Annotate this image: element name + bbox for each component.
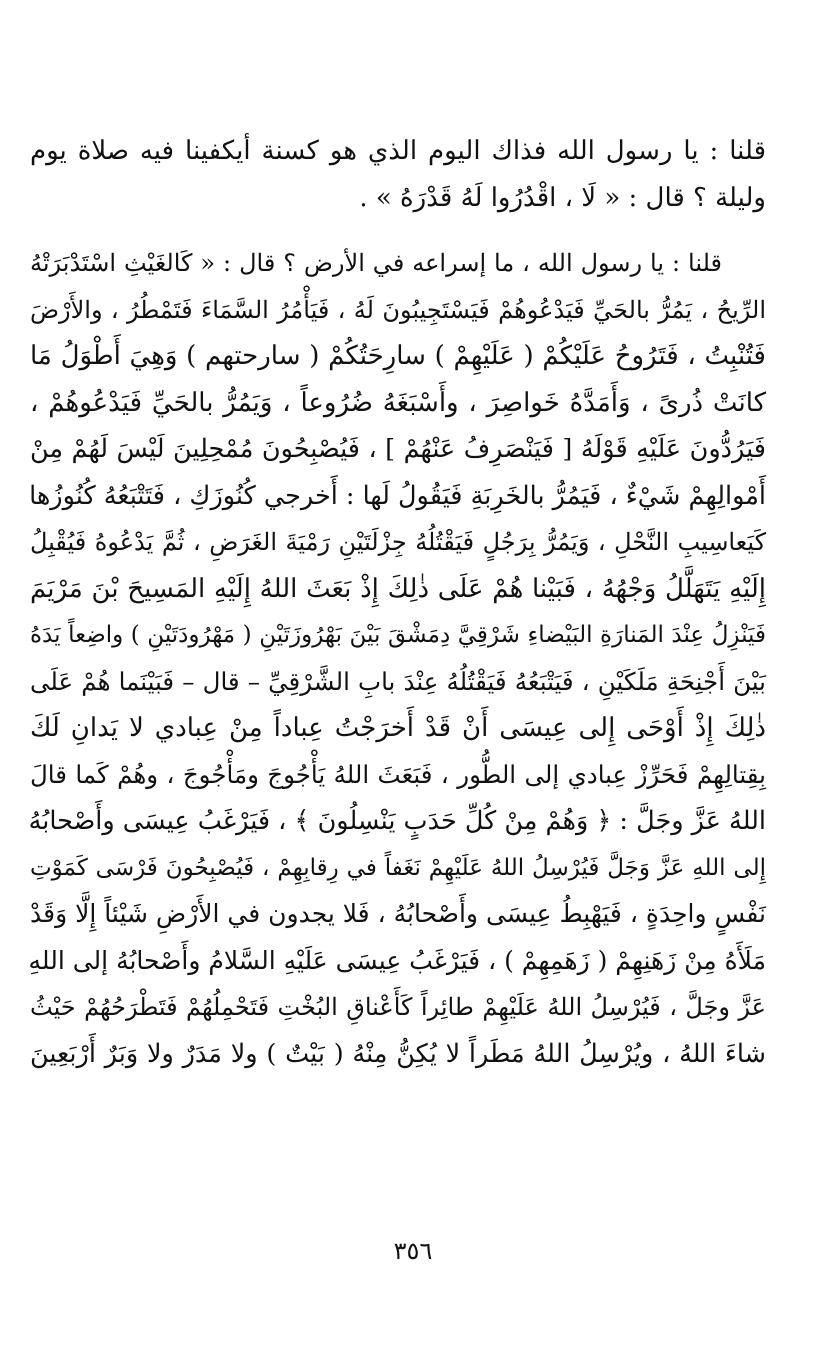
paragraph-question-speed [30, 240, 766, 1077]
text-line: أَمْوالِهِمْ شَيْءٌ ، فَيَمُرُّ بالخَرِبَةِ فَيَقُولُ لَها : أَخرجي كُنُوزَكِ ، فَتَتْبَعُهُ كُنُوزُها [29, 480, 766, 511]
text-line: اللهُ عَزَّ وجَلَّ : ﴿ وَهُمْ مِنْ كُلِّ حَدَبٍ يَنْسِلُونَ ﴾ ، فَيَرْغَبُ عِيسَى وأَصْحابُهُ [28, 806, 766, 836]
paragraph [30, 240, 766, 1077]
text-line: إِلَيْهِ يَتَهَلَّلُ وَجْهُهُ ، فَبَيْنا هُمْ عَلَى ذٰلِكَ إِذْ بَعَثَ اللهُ إِلَيْهِ المَسِيحَ بْنَ مَرْيَمَ [30, 573, 766, 604]
text-line: نَفْسٍ واحِدَةٍ ، فَيَهْبِطُ عِيسَى وأَصْحابُهُ ، فَلا يجدون في الأَرْضِ شَيْئاً إِلَّا وَقَدْ [30, 899, 766, 928]
text-line: وليلة ؟ قال : « لَا ، اقْدُرُوا لَهُ قَدْرَهُ » . [359, 182, 766, 213]
text-line: عَزَّ وجَلَّ ، فَيُرْسِلُ اللهُ عَلَيْهِمْ طائِراً كَأَعْناقِ البُخْتِ فَتَحْمِلُهُمْ فَتَطْرَحُهُمْ حَيْثُ [30, 993, 766, 1021]
text-line: الرِّيحُ ، يَمُرُّ بالحَيِّ فَيَدْعُوهُمْ فَيَسْتَجِيبُونَ لَهُ ، فَيَأْمُرُ السَّمَاءَ فَتَمْطُرُ ، والأَرْضَ [30, 295, 766, 324]
text-line: مَلَأَهُ مِنْ زَهَنِهِمْ ( زَهَمِهِمْ ) ، فَيَرْغَبُ عِيسَى عَلَيْهِ السَّلامُ وأَصْحابُهُ إلى اللهِ [28, 945, 766, 975]
text-line: ذٰلِكَ إِذْ أَوْحَى إِلى عِيسَى أَنْ قَدْ أَخرَجْتُ عِباداً مِنْ عِبادي لا يَدانِ لَكَ [30, 713, 766, 743]
text-line: كانَتْ ذُرىً ، وَأَمَدَّهُ خَواصِرَ ، وأَسْبَغَهُ ضُرُوعاً ، وَيَمُرُّ بالحَيِّ فَيَدْعُوهُمْ ، [30, 387, 766, 418]
text-line: فَيَرُدُّونَ عَلَيْهِ قَوْلَهُ [ فَيَنْصَرِفُ عَنْهُمْ ] ، فَيُصْبِحُونَ مُمْحِلِينَ لَيْسَ لَهُمْ مِنْ [30, 434, 766, 464]
text-line: بِقِتالِهِمْ فَحَرِّزْ عِبادي إلى الطُّور ، فَبَعَثَ اللهُ يَأْجُوجَ ومَأْجُوجَ ، وهُمْ كَما قالَ [30, 759, 766, 789]
text-line: كَيَعاسِيبِ النَّحْلِ ، وَيَمُرُّ بِرَجُلٍ فَيَقْتُلُهُ جِزْلَتَيْنِ رَمْيَةَ الغَرَضِ ، ثُمَّ يَدْعُوهُ فَيُقْبِلُ [30, 528, 766, 556]
text-line: فَتُنْبِتُ ، فَتَرُوحُ عَلَيْكُمْ ( عَلَيْهِمْ ) سارِحَتُكُمْ ( سارحتهم ) وَهِيَ أَطْوَلُ مَا [30, 341, 766, 371]
text-line: قلنا : يا رسول الله ، ما إسراعه في الأرض ؟ قال : « كَالغَيْثِ اسْتَدْبَرَتْهُ [30, 249, 722, 277]
page-number: ٣٥٦ [393, 1237, 433, 1265]
paragraph-question-day [30, 128, 766, 221]
text-line: فَيَنْزِلُ عِنْدَ المَنارَةِ البَيْضاءِ شَرْقِيَّ دِمَشْقَ بَيْنَ بَهْرُوزَتَيْنِ ( مَهْرُودَتَيْنِ ) واضِعاً يَدَهُ [30, 622, 766, 648]
text-line: شاءَ اللهُ ، ويُرْسِلُ اللهُ مَطَراً لا يُكِنُّ مِنْهُ ( بَيْتٌ ) ولا مَدَرٌ ولا وَبَرٌ أَرْبَعِينَ [30, 1038, 766, 1069]
paragraph [30, 128, 766, 221]
text-line: بَيْنَ أَجْنِحَةِ مَلَكَيْنِ ، فَيَتْبَعُهُ فَيَقْتُلُهُ عِنْدَ بابِ الشَّرْقِيِّ – قال – فَبَيْنَما هُمْ عَلَى [30, 666, 766, 696]
text-line: إِلى اللهِ عَزَّ وَجَلَّ فَيُرْسِلُ اللهُ عَلَيْهِمْ نَغَفاً في رِقابِهِمْ ، فَيُصْبِحُونَ فَرْسَى كَمَوْتِ [30, 854, 766, 881]
text-line: قلنا : يا رسول الله فذاك اليوم الذي هو كسنة أيكفينا فيه صلاة يوم [30, 136, 766, 166]
